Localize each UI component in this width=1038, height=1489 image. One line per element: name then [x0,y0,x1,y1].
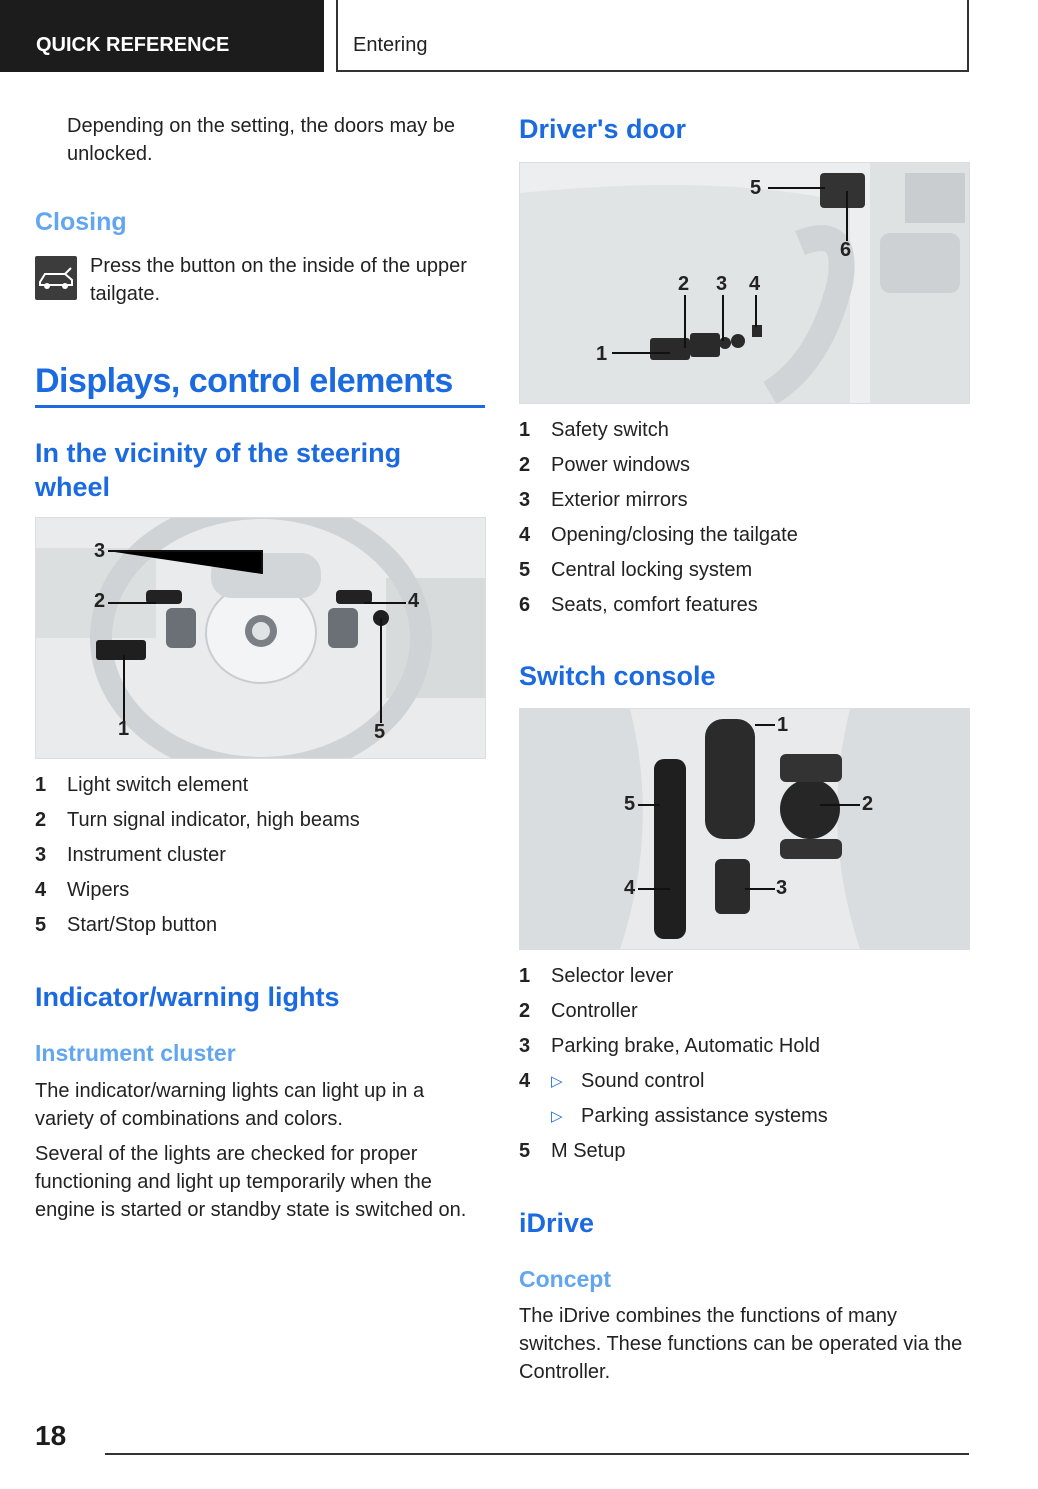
list-item: 5 Start/Stop button [35,914,218,936]
door-callout-1: 1 [596,343,608,365]
list-item: 2 Controller [519,1000,638,1022]
console-callout-5: 5 [624,793,636,815]
door-callout-2: 2 [678,273,690,295]
list-item: 4 Wipers [35,879,130,901]
console-heading: Switch console [519,661,716,691]
bullet-triangle-icon: ▷ [551,1073,563,1090]
door-callout-5: 5 [750,177,762,199]
steering-callout-1: 1 [118,718,130,740]
steering-wheel-figure [35,517,486,759]
list-item: 3 Parking brake, Automatic Hold [519,1035,821,1057]
door-list [519,413,969,623]
indicator-subheading: Instrument cluster [35,1040,236,1066]
closing-heading: Closing [35,208,127,236]
console-callout-1: 1 [777,714,789,736]
steering-callout-3: 3 [94,540,106,562]
steering-list [35,768,485,943]
list-item: 2 Power windows [519,454,690,476]
header-section: QUICK REFERENCE [0,0,324,72]
list-item: 6 Seats, comfort features [519,594,758,616]
drivers-door-figure [519,162,970,404]
list-item: 3 Exterior mirrors [519,489,688,511]
main-heading: Displays, control elements [35,362,485,408]
console-callout-3: 3 [776,877,788,899]
idrive-subheading: Concept [519,1266,611,1292]
list-item: ▷ Parking assistance systems [519,1099,969,1134]
console-callout-4: 4 [624,877,636,899]
left-column [35,112,485,1221]
switch-console-figure [519,708,970,950]
bullet-triangle-icon: ▷ [551,1108,563,1125]
closing-text: Press the button on the inside of the upper tailgate. [90,255,467,305]
tailgate-icon [35,256,77,300]
door-callout-3: 3 [716,273,728,295]
list-item: 4 Opening/closing the tailgate [519,524,798,546]
indicator-para-2: Several of the lights are checked for proper functioning and light up temporarily when the engine is started or standby state is switched on. [35,1143,467,1221]
steering-callout-4: 4 [408,590,420,612]
header-chapter: Entering [336,0,969,72]
list-item: 3 Instrument cluster [35,844,226,866]
intro-text: Depending on the setting, the doors may be unlocked. [67,115,456,165]
list-item: 1 Safety switch [519,419,669,441]
list-item: 5 Central locking system [519,559,753,581]
door-heading: Driver's door [519,114,686,144]
steering-heading: In the vicinity of the steering wheel [35,438,402,502]
indicator-para-1: The indicator/warning lights can light up in a variety of combinations and colors. [35,1080,425,1130]
list-item: 1 Selector lever [519,965,674,987]
list-item: 4 ▷ Sound control [519,1064,969,1099]
door-callout-4: 4 [749,273,761,295]
door-callout-6: 6 [840,239,852,261]
list-item: 1 Light switch element [35,774,249,796]
steering-callout-5: 5 [374,721,386,743]
list-item: 2 Turn signal indicator, high beams [35,809,360,831]
console-callout-2: 2 [862,793,874,815]
steering-callout-2: 2 [94,590,106,612]
idrive-heading: iDrive [519,1208,595,1238]
console-list [519,959,969,1169]
indicator-heading: Indicator/warning lights [35,982,340,1012]
page-number: 18 [35,1420,67,1451]
list-item: 5 M Setup [519,1140,626,1162]
footer-divider [105,1453,969,1455]
idrive-text: The iDrive combines the functions of many switches. These functions can be operated via the Controller. [519,1305,963,1383]
